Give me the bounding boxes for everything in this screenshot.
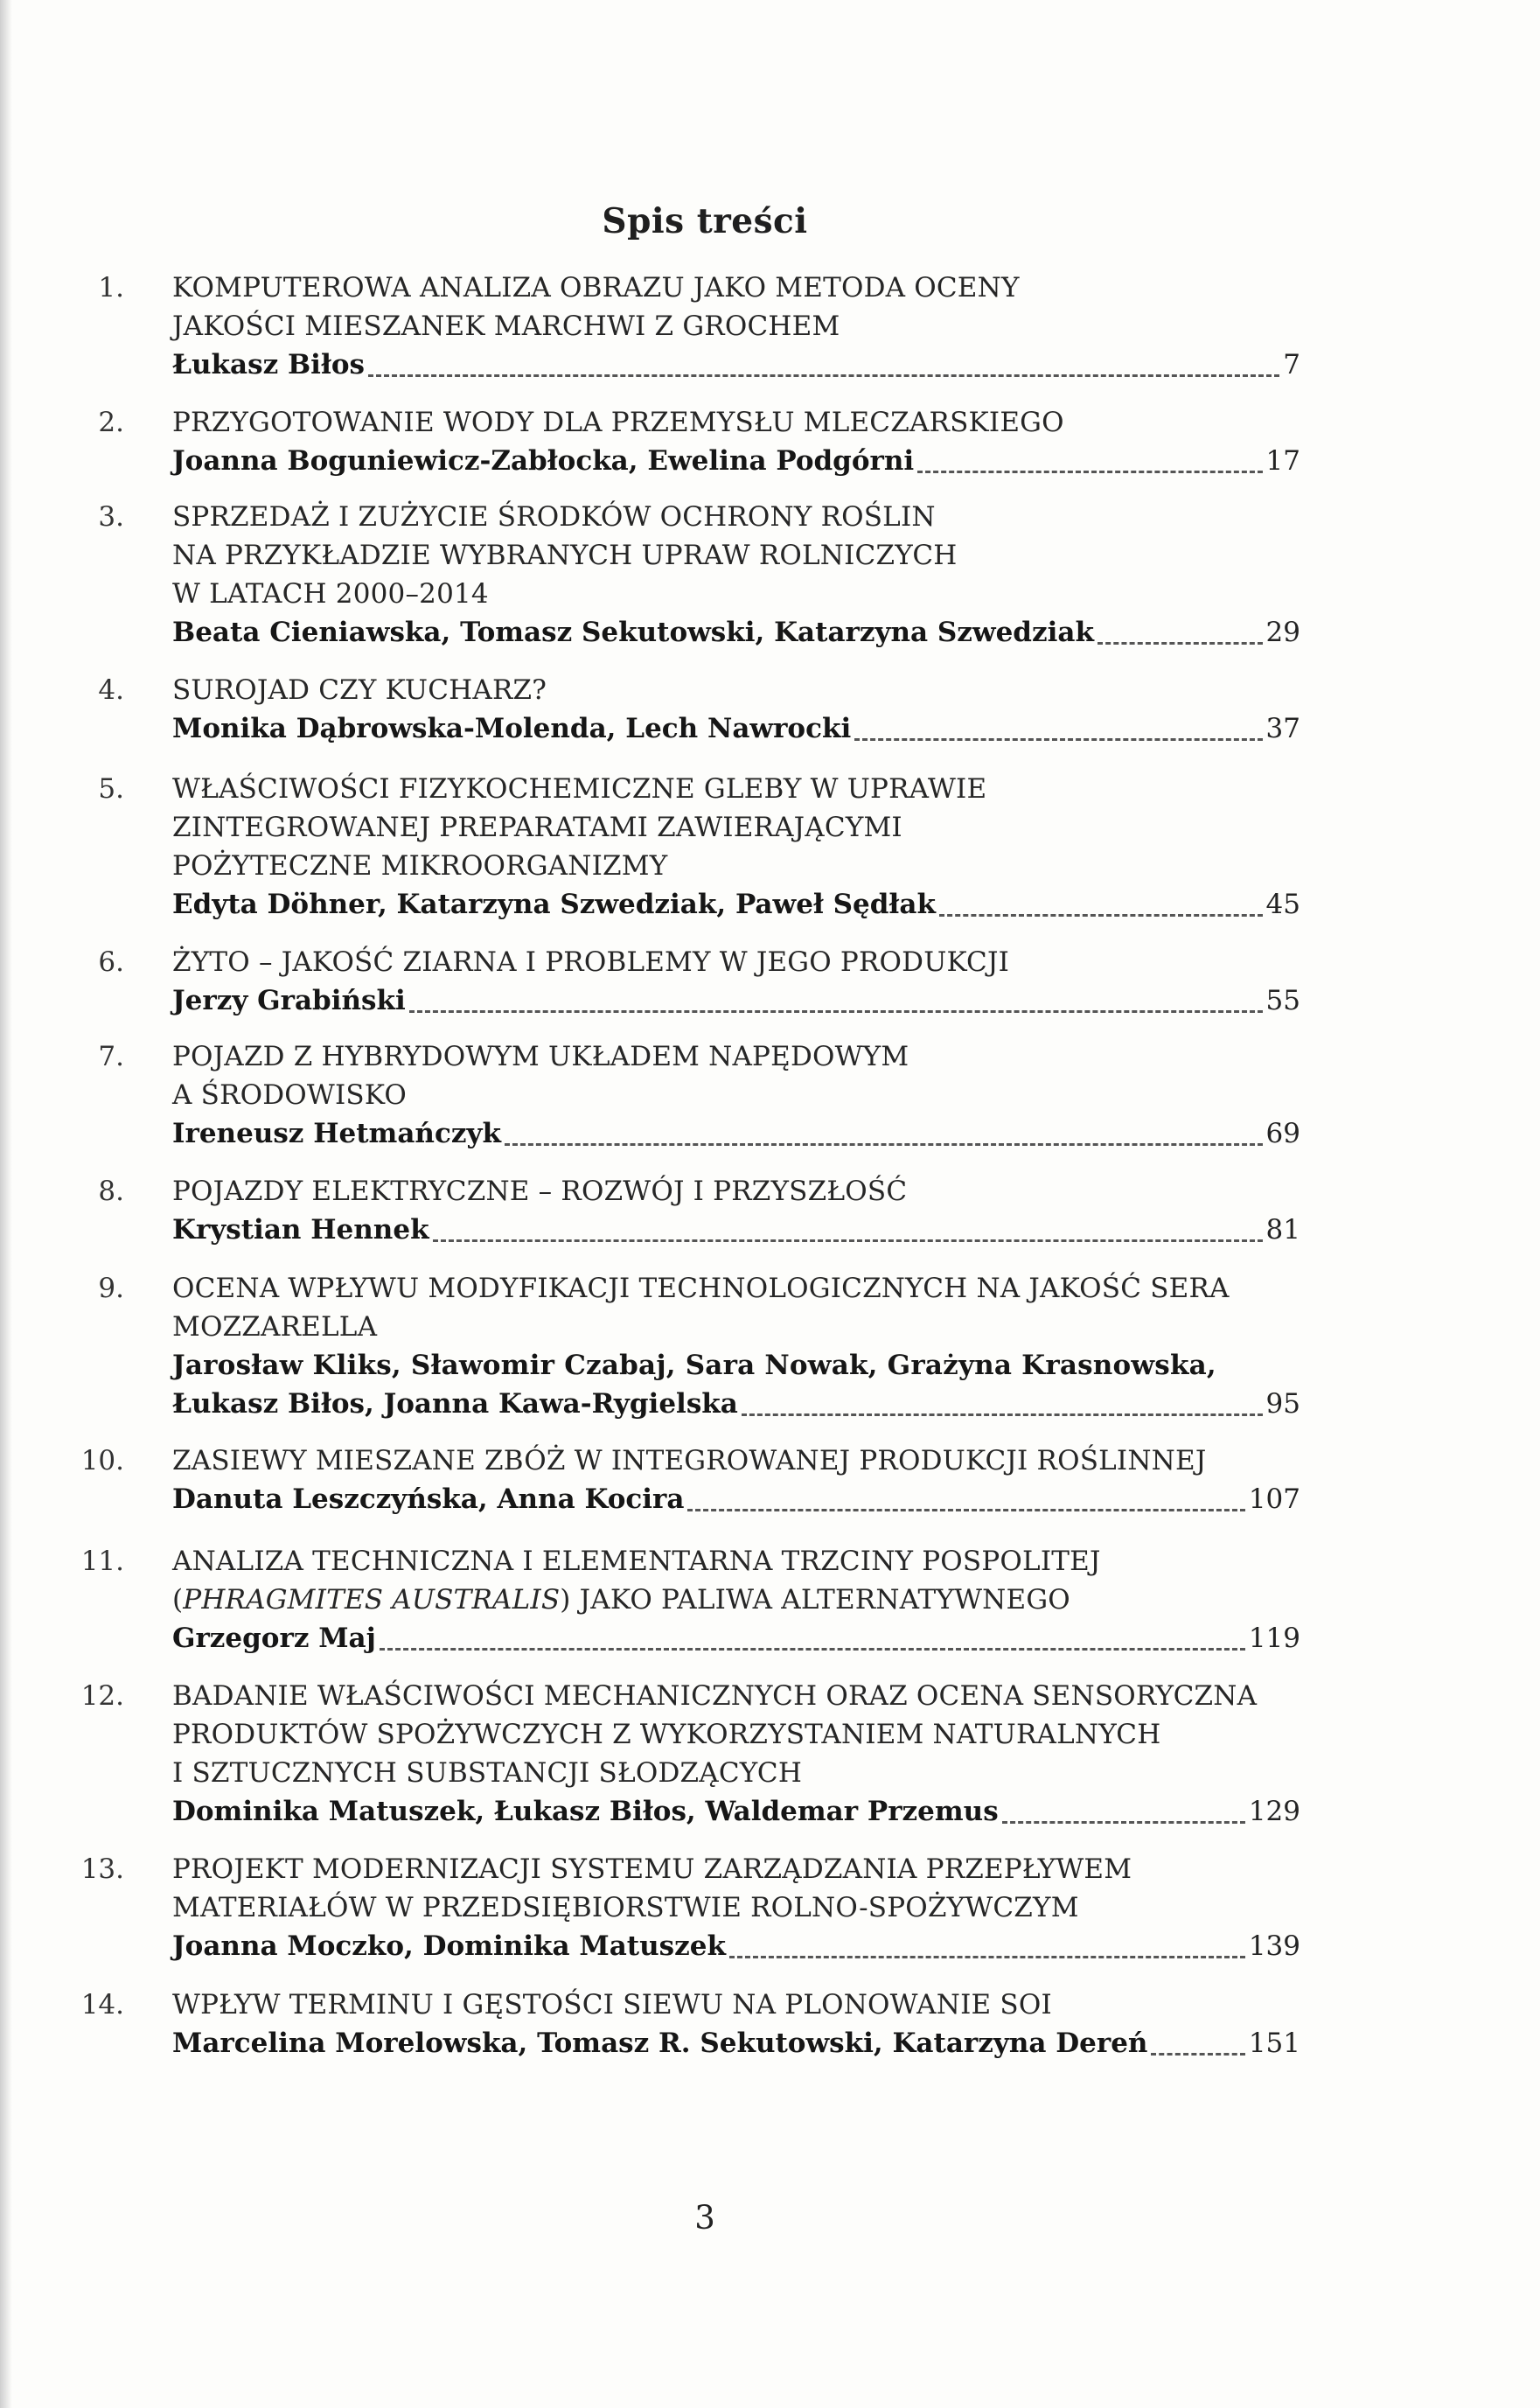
dot-leader (917, 471, 1262, 473)
entry-page-number: 139 (1248, 1930, 1300, 1962)
entry-authors-row (172, 1480, 1300, 1518)
entry-authors: Grzegorz Maj (172, 1623, 376, 1654)
dot-leader (854, 738, 1262, 741)
entry-authors-row (172, 1619, 1300, 1658)
entry-page-number: 37 (1265, 713, 1300, 744)
entry-authors-row (172, 1927, 1300, 1965)
entry-page-number: 107 (1248, 1483, 1300, 1515)
entry-number: 11. (80, 1546, 124, 1577)
entry-page-number: 29 (1265, 617, 1300, 648)
entry-authors-row (172, 442, 1300, 480)
entry-number: 8. (98, 1176, 124, 1207)
entry-number: 3. (98, 501, 124, 533)
entry-number: 13. (80, 1853, 124, 1885)
entry-authors-row (172, 2024, 1300, 2063)
entry-title-line: PROJEKT MODERNIZACJI SYSTEMU ZARZĄDZANIA PRZEPŁYWEM (172, 1853, 1132, 1885)
entry-page-number: 81 (1265, 1214, 1300, 1246)
entry-title-line: W LATACH 2000–2014 (172, 578, 489, 610)
entry-title-line: ZASIEWY MIESZANE ZBÓŻ W INTEGROWANEJ PRODUKCJI ROŚLINNEJ (172, 1445, 1207, 1476)
entry-authors: Joanna Boguniewicz-Zabłocka, Ewelina Podgórni (172, 445, 915, 477)
dot-leader (687, 1509, 1244, 1511)
entry-page-number: 55 (1265, 985, 1300, 1016)
entry-authors-row (172, 709, 1300, 748)
dot-leader (380, 1648, 1245, 1651)
entry-authors: Ireneusz Hetmańczyk (172, 1118, 501, 1149)
entry-page-number: 151 (1248, 2028, 1300, 2059)
entry-title-line: SUROJAD CZY KUCHARZ? (172, 674, 547, 706)
entry-title-line: OCENA WPŁYWU MODYFIKACJI TECHNOLOGICZNYCH NA JAKOŚĆ SERA (172, 1273, 1230, 1304)
entry-authors: Joanna Moczko, Dominika Matuszek (172, 1930, 726, 1962)
entry-title-line: PRODUKTÓW SPOŻYWCZYCH Z WYKORZYSTANIEM NATURALNYCH (172, 1719, 1161, 1750)
entry-title-line: ZINTEGROWANEJ PREPARATAMI ZAWIERAJĄCYMI (172, 812, 902, 843)
entry-title-line: NA PRZYKŁADZIE WYBRANYCH UPRAW ROLNICZYCH (172, 540, 958, 571)
dot-leader (939, 914, 1263, 917)
dot-leader (1002, 1821, 1245, 1824)
entry-title-line: MOZZARELLA (172, 1311, 378, 1343)
entry-title-line: WŁAŚCIWOŚCI FIZYKOCHEMICZNE GLEBY W UPRAWIE (172, 773, 987, 805)
entry-title-line: SPRZEDAŻ I ZUŻYCIE ŚRODKÓW OCHRONY ROŚLIN (172, 501, 936, 533)
dot-leader (433, 1239, 1263, 1242)
entry-authors: Edyta Döhner, Katarzyna Szwedziak, Paweł Sędłak (172, 889, 936, 920)
entry-title-line: BADANIE WŁAŚCIWOŚCI MECHANICZNYCH ORAZ OCENA SENSORYCZNA (172, 1680, 1258, 1712)
dot-leader (1098, 642, 1263, 645)
entry-number: 12. (80, 1680, 124, 1712)
entry-title-line: PRZYGOTOWANIE WODY DLA PRZEMYSŁU MLECZARSKIEGO (172, 407, 1064, 438)
entry-page-number: 45 (1265, 889, 1300, 920)
entry-title-line: ŻYTO – JAKOŚĆ ZIARNA I PROBLEMY W JEGO PRODUKCJI (172, 946, 1010, 978)
entry-title-line: MATERIAŁÓW W PRZEDSIĘBIORSTWIE ROLNO-SPOŻYWCZYM (172, 1892, 1079, 1923)
entry-page-number: 119 (1248, 1623, 1300, 1654)
entry-number: 1. (98, 272, 124, 304)
entry-title-line: I SZTUCZNYCH SUBSTANCJI SŁODZĄCYCH (172, 1757, 803, 1789)
page-title: Spis treści (602, 201, 808, 241)
entry-authors: Łukasz Biłos (172, 349, 365, 380)
entry-authors-row (172, 1114, 1300, 1153)
entry-number: 6. (98, 946, 124, 978)
species-name-italic: PHRAGMITES AUSTRALIS (183, 1584, 561, 1616)
entry-page-number: 17 (1265, 445, 1300, 477)
entry-number: 7. (98, 1041, 124, 1072)
entry-number: 9. (98, 1273, 124, 1304)
entry-number: 5. (98, 773, 124, 805)
entry-page-number: 7 (1283, 349, 1300, 380)
entry-page-number: 69 (1265, 1118, 1300, 1149)
entry-authors-row (172, 1385, 1300, 1423)
entry-authors-row (172, 345, 1300, 384)
footer-page-number: 3 (694, 2199, 715, 2237)
entry-authors-row (172, 1792, 1300, 1831)
dot-leader (505, 1143, 1263, 1146)
entry-authors-row (172, 1211, 1300, 1249)
dot-leader (368, 374, 1279, 377)
dot-leader (742, 1413, 1263, 1416)
entry-title-line: (PHRAGMITES AUSTRALIS) JAKO PALIWA ALTERNATYWNEGO (172, 1584, 1070, 1616)
entry-title-line: A ŚRODOWISKO (172, 1079, 407, 1111)
entry-authors: Beata Cieniawska, Tomasz Sekutowski, Katarzyna Szwedziak (172, 617, 1094, 648)
entry-page-number: 95 (1265, 1388, 1300, 1420)
entry-number: 14. (80, 1989, 124, 2021)
entry-authors: Krystian Hennek (172, 1214, 429, 1246)
entry-authors-row (172, 981, 1300, 1020)
entry-title-line: JAKOŚCI MIESZANEK MARCHWI Z GROCHEM (172, 311, 840, 342)
dot-leader (409, 1010, 1263, 1013)
entry-authors-row (172, 885, 1300, 924)
dot-leader (729, 1956, 1245, 1958)
entry-authors: Marcelina Morelowska, Tomasz R. Sekutowski, Katarzyna Dereń (172, 2028, 1148, 2059)
dot-leader (1151, 2053, 1244, 2056)
entry-authors: Jarosław Kliks, Sławomir Czabaj, Sara Nowak, Grażyna Krasnowska, (172, 1350, 1216, 1381)
entry-number: 10. (80, 1445, 124, 1476)
entry-authors: Dominika Matuszek, Łukasz Biłos, Waldemar Przemus (172, 1796, 999, 1827)
entry-page-number: 129 (1248, 1796, 1300, 1827)
entry-number: 4. (98, 674, 124, 706)
entry-title-line: WPŁYW TERMINU I GĘSTOŚCI SIEWU NA PLONOWANIE SOI (172, 1989, 1052, 2021)
entry-title-rest: ) JAKO PALIWA ALTERNATYWNEGO (560, 1584, 1070, 1616)
entry-authors-row (172, 613, 1300, 652)
entry-title-line: POJAZDY ELEKTRYCZNE – ROZWÓJ I PRZYSZŁOŚĆ (172, 1176, 908, 1207)
entry-title-line: POJAZD Z HYBRYDOWYM UKŁADEM NAPĘDOWYM (172, 1041, 909, 1072)
entry-authors: Danuta Leszczyńska, Anna Kocira (172, 1483, 685, 1515)
entry-authors: Jerzy Grabiński (172, 985, 406, 1016)
entry-title-line: KOMPUTEROWA ANALIZA OBRAZU JAKO METODA OCENY (172, 272, 1020, 304)
entry-title-line: POŻYTECZNE MIKROORGANIZMY (172, 850, 668, 882)
entry-authors: Monika Dąbrowska-Molenda, Lech Nawrocki (172, 713, 852, 744)
entry-number: 2. (98, 407, 124, 438)
entry-title-line: ANALIZA TECHNICZNA I ELEMENTARNA TRZCINY POSPOLITEJ (172, 1546, 1101, 1577)
entry-authors: Łukasz Biłos, Joanna Kawa-Rygielska (172, 1388, 738, 1420)
